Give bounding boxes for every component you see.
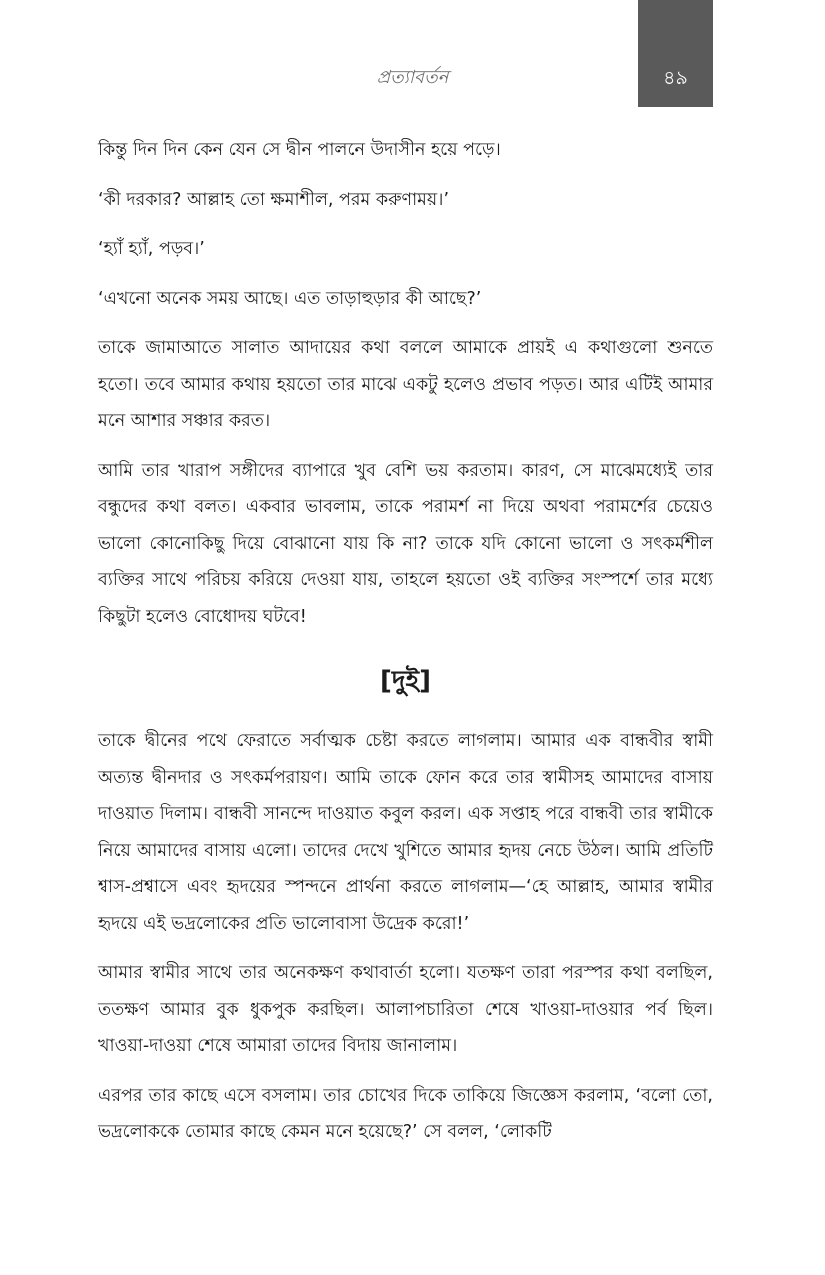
section-heading: [দুই] bbox=[380, 666, 431, 696]
page-number-tab bbox=[638, 0, 713, 107]
paragraph-3: আমি তার খারাপ সঙ্গীদের ব্যাপারে খুব বেশি ভয় করতাম। কারণ, সে মাঝেমধ্যেই তার বন্ধুদের কথা বলত। একবার ভাবলাম, তাকে পরামর্শ না দিয়ে অথবা পরামর্শের চেয়েও ভালো কোনোকিছু দিয়ে বোঝানো যায় কি না? তাকে যদি কোনো ভালো ও সৎকর্মশীল ব্যক্তির সাথে পরিচয় করিয়ে দেওয়া যায়, তাহলে হয়তো ওই ব্যক্তির সংস্পর্শে তার মধ্যে কিছুটা হলেও বোধোদয় ঘটবে! bbox=[98, 460, 713, 627]
paragraph-6: এরপর তার কাছে এসে বসলাম। তার চোখের দিকে তাকিয়ে জিজ্ঞেস করলাম, ‘বলো তো, ভদ্রলোককে তোমার কাছে কেমন মনে হয়েছে?’ সে বলল, ‘লোকটি bbox=[98, 1085, 713, 1142]
paragraph-4: তাকে দ্বীনের পথে ফেরাতে সর্বাত্মক চেষ্টা করতে লাগলাম। আমার এক বান্ধবীর স্বামী অত্যন্ত দ্বীনদার ও সৎকর্মপরায়ণ। আমি তাকে ফোন করে তার স্বামীসহ আমাদের বাসায় দাওয়াত দিলাম। বান্ধবী সানন্দে দাওয়াত কবুল করল। এক সপ্তাহ পরে বান্ধবী তার স্বামীকে নিয়ে আমাদের বাসায় এলো। তাদের দেখে খুশিতে আমার হৃদয় নেচে উঠল। আমি প্রতিটি শ্বাস-প্রশ্বাসে এবং হৃদয়ের স্পন্দনে প্রার্থনা করতে লাগলাম—‘হে আল্লাহ, আমার স্বামীর হৃদয়ে এই ভদ্রলোকের প্রতি ভালোবাসা উদ্রেক করো!’ bbox=[98, 731, 713, 934]
paragraph-5: আমার স্বামীর সাথে তার অনেকক্ষণ কথাবার্তা হলো। যতক্ষণ তারা পরস্পর কথা বলছিল, ততক্ষণ আমার বুক ধুকপুক করছিল। আলাপচারিতা শেষে খাওয়া-দাওয়ার পর্ব ছিল। খাওয়া-দাওয়া শেষে আমারা তাদের বিদায় জানালাম। bbox=[98, 963, 713, 1056]
quote-1: ‘কী দরকার? আল্লাহ তো ক্ষমাশীল, পরম করুণাময়।’ bbox=[98, 189, 450, 210]
paragraph-1: কিন্তু দিন দিন কেন যেন সে দ্বীন পালনে উদাসীন হয়ে পড়ে। bbox=[98, 140, 501, 160]
paragraph-2: তাকে জামাআতে সালাত আদায়ের কথা বললে আমাকে প্রায়ই এ কথাগুলো শুনতে হতো। তবে আমার কথায় হয়তো তার মাঝে একটু হলেও প্রভাব পড়ত। আর এটিই আমার মনে আশার সঞ্চার করত। bbox=[98, 338, 713, 431]
quote-3: ‘এখনো অনেক সময় আছে। এত তাড়াহুড়ার কী আছে?’ bbox=[98, 288, 482, 309]
page-number: ৪৯ bbox=[663, 67, 688, 89]
quote-2: ‘হ্যাঁ হ্যাঁ, পড়ব।’ bbox=[98, 239, 205, 259]
running-title: প্রত্যাবর্তন bbox=[376, 67, 449, 88]
body-text bbox=[98, 132, 713, 1164]
